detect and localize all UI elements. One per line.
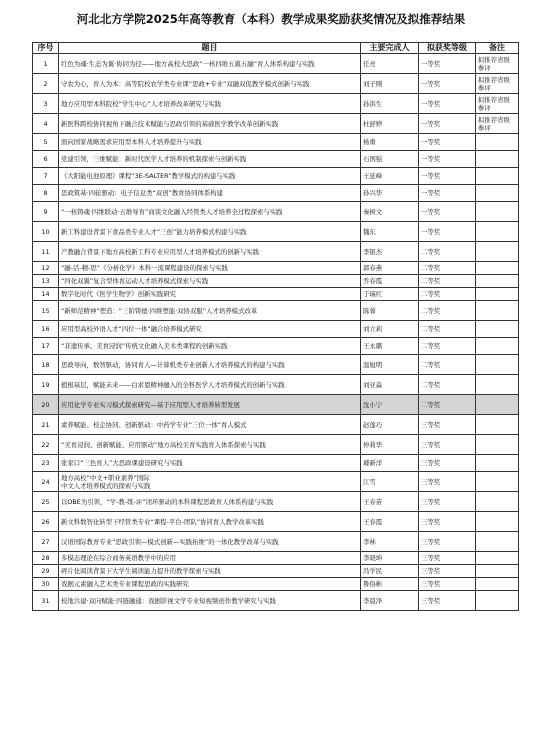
row-grade: 一等奖 — [419, 114, 476, 134]
row-grade: 三等奖 — [419, 552, 476, 565]
row-number: 31 — [33, 591, 59, 611]
row-person: 郭春燕 — [361, 262, 419, 275]
header-topic: 题目 — [59, 43, 361, 54]
row-person: 乔春霞 — [361, 275, 419, 288]
row-number: 22 — [33, 435, 59, 455]
table-row — [33, 288, 519, 301]
row-grade: 三等奖 — [419, 591, 476, 611]
table-row — [33, 435, 519, 455]
row-grade: 三等奖 — [419, 512, 476, 532]
table-row — [33, 134, 519, 151]
table-row — [33, 275, 519, 288]
row-grade: 二等奖 — [419, 301, 476, 321]
row-note — [476, 591, 519, 611]
row-note — [476, 185, 519, 202]
row-topic: 守农为心，育人为本：高等院校农学类专业课“思政+专业”双融双促教学模式创新与实践 — [59, 74, 361, 94]
row-number: 10 — [33, 222, 59, 242]
table-row — [33, 565, 519, 578]
row-note — [476, 435, 519, 455]
row-number: 21 — [33, 415, 59, 435]
table-row — [33, 375, 519, 395]
row-topic: “美育浸润、创新赋能、应用驱动”地方高校美育实践育人体系探索与实践 — [59, 435, 361, 455]
table-row — [33, 114, 519, 134]
row-grade: 一等奖 — [419, 222, 476, 242]
row-topic: 戏剧元素融入艺术类专业课程思政的实践研究 — [59, 578, 361, 591]
table-row — [33, 552, 519, 565]
row-number: 28 — [33, 552, 59, 565]
table-row — [33, 74, 519, 94]
row-number: 8 — [33, 185, 59, 202]
row-topic: 党建引领，三维赋能：新时代医学人才培养的机制探索与创新实践 — [59, 151, 361, 168]
row-note — [476, 222, 519, 242]
row-note — [476, 578, 519, 591]
row-note — [476, 532, 519, 552]
row-person: 李晓坤 — [361, 552, 419, 565]
row-note: 拟推荐省级参评 — [476, 54, 519, 74]
row-person: 温旭明 — [361, 355, 419, 375]
row-number: 30 — [33, 578, 59, 591]
row-note — [476, 512, 519, 532]
row-topic: “融-活-精-思”《分析化学》本科一流课程建设的探索与实践 — [59, 262, 361, 275]
row-note: 拟推荐省级参评 — [476, 114, 519, 134]
row-number: 5 — [33, 134, 59, 151]
row-grade: 三等奖 — [419, 532, 476, 552]
row-grade: 一等奖 — [419, 54, 476, 74]
table-header-row — [33, 43, 519, 54]
table-row — [33, 301, 519, 321]
row-topic: 面向国家战略需求应用型本科人才培养提升与实践 — [59, 134, 361, 151]
row-person: 魏东 — [361, 222, 419, 242]
row-topic: 新文科数智化转型下经管类专业“课程-平台-团队”协同育人教学改革实践 — [59, 512, 361, 532]
row-number: 24 — [33, 472, 59, 492]
row-number: 20 — [33, 395, 59, 415]
row-note — [476, 275, 519, 288]
row-number: 11 — [33, 242, 59, 262]
row-person: 秦树文 — [361, 202, 419, 222]
row-person: 冯学民 — [361, 565, 419, 578]
table-row — [33, 472, 519, 492]
row-topic: 产教融合背景下地方高校新工科专业应用型人才培养模式的创新与实践 — [59, 242, 361, 262]
row-topic: 汉语国际教育专业“思政引领—模式创新—实践拓维”的一体化教学改革与实践 — [59, 532, 361, 552]
row-grade: 一等奖 — [419, 168, 476, 185]
row-note — [476, 565, 519, 578]
table-row — [33, 185, 519, 202]
row-note — [476, 134, 519, 151]
row-grade: 二等奖 — [419, 338, 476, 355]
row-person: 李晨泽 — [361, 591, 419, 611]
table-row — [33, 54, 519, 74]
row-note — [476, 395, 519, 415]
row-person: 刘子刚 — [361, 74, 419, 94]
row-number: 23 — [33, 455, 59, 472]
row-topic: 碎片化阅读背景下大学生阅读能力提升的教学探索与实践 — [59, 565, 361, 578]
row-grade: 二等奖 — [419, 395, 476, 415]
row-number: 14 — [33, 288, 59, 301]
row-number: 3 — [33, 94, 59, 114]
row-note — [476, 262, 519, 275]
row-person: 王永璐 — [361, 338, 419, 355]
row-number: 1 — [33, 54, 59, 74]
row-person: 李林 — [361, 532, 419, 552]
table-row — [33, 202, 519, 222]
row-person: 王春苗 — [361, 492, 419, 512]
row-topic: 植根基层，赋能未来——白求恩精神融入的全科医学人才培养模式的创新与实践 — [59, 375, 361, 395]
header-note: 备注 — [476, 43, 519, 54]
row-topic: 以OBE为引领，“学-教-练-评”闭环驱动的本科课程思政育人体系构建与实践 — [59, 492, 361, 512]
row-grade: 二等奖 — [419, 242, 476, 262]
row-grade: 三等奖 — [419, 455, 476, 472]
row-number: 13 — [33, 275, 59, 288]
row-number: 7 — [33, 168, 59, 185]
row-note — [476, 375, 519, 395]
row-grade: 一等奖 — [419, 202, 476, 222]
row-number: 9 — [33, 202, 59, 222]
row-number: 4 — [33, 114, 59, 134]
row-topic: 思政导向，数智驱动，协同育人—计算机类专业创新人才培养模式的构建与实践 — [59, 355, 361, 375]
row-person: 于瑞红 — [361, 288, 419, 301]
row-grade: 三等奖 — [419, 578, 476, 591]
row-topic: 新医科跨校协同视角下融合技术赋能与思政引领的基础医学教学改革创新实践 — [59, 114, 361, 134]
row-topic: 多模态理论在综合商务英语教学中的应用 — [59, 552, 361, 565]
results-table — [32, 42, 519, 611]
row-number: 27 — [33, 532, 59, 552]
row-person: 仲莉华 — [361, 435, 419, 455]
row-note — [476, 355, 519, 375]
table-body — [33, 54, 519, 611]
table-row — [33, 415, 519, 435]
row-topic: 《大阳能电池原理》课程“3E-SALTER”教学模式的构建与实践 — [59, 168, 361, 185]
row-grade: 二等奖 — [419, 288, 476, 301]
row-note — [476, 242, 519, 262]
row-grade: 一等奖 — [419, 185, 476, 202]
row-grade: 三等奖 — [419, 435, 476, 455]
row-person: 江雪 — [361, 472, 419, 492]
table-row — [33, 591, 519, 611]
table-row — [33, 168, 519, 185]
row-topic: 红色为魂·生态为翼·协同为径——地方高校大思政“一核四维五翼五融”育人体系构建与实践 — [59, 54, 361, 74]
row-note — [476, 168, 519, 185]
table-row — [33, 532, 519, 552]
row-note: 拟推荐省级参评 — [476, 74, 519, 94]
header-person: 主要完成人 — [361, 43, 419, 54]
row-person: 鲁俗彬 — [361, 578, 419, 591]
table-row — [33, 338, 519, 355]
row-number: 19 — [33, 375, 59, 395]
row-note — [476, 288, 519, 301]
row-topic: “非遗传承、美育浸润”传统文化融入美术类课程的创新实践 — [59, 338, 361, 355]
header-grade: 拟获奖等级 — [419, 43, 476, 54]
row-number: 26 — [33, 512, 59, 532]
row-note — [476, 472, 519, 492]
row-grade: 二等奖 — [419, 355, 476, 375]
row-person: 沈小宁 — [361, 395, 419, 415]
row-note — [476, 492, 519, 512]
table-row — [33, 262, 519, 275]
table-row — [33, 94, 519, 114]
table-row — [33, 578, 519, 591]
row-person: 孙洪生 — [361, 94, 419, 114]
row-note — [476, 202, 519, 222]
header-no: 序号 — [33, 43, 59, 54]
row-note — [476, 455, 519, 472]
row-number: 18 — [33, 355, 59, 375]
row-topic: 数字化时代《医学生物学》创新实践研究 — [59, 288, 361, 301]
row-grade: 一等奖 — [419, 94, 476, 114]
row-topic: 思政筑基·四轮驱动：电子信息类“双创”教育协同体系构建 — [59, 185, 361, 202]
row-person: 杜舒婷 — [361, 114, 419, 134]
row-note — [476, 552, 519, 565]
document-title: 河北北方学院2025年高等教育（本科）教学成果奖励获奖情况及拟推荐结果 — [76, 12, 466, 26]
row-person: 李银杰 — [361, 242, 419, 262]
row-person: 杨重 — [361, 134, 419, 151]
row-topic: “新师范精神”塑造：“三阶铸德·四维塑能·双协双服”人才培养模式改革 — [59, 301, 361, 321]
row-note — [476, 415, 519, 435]
row-topic: 素养赋能、校企协同、创新驱动：中药学专业“三位一体”育人模式 — [59, 415, 361, 435]
table-row — [33, 222, 519, 242]
row-number: 6 — [33, 151, 59, 168]
row-grade: 三等奖 — [419, 472, 476, 492]
table-row — [33, 151, 519, 168]
row-topic: “四化双翼”复合型体育运动人才培养模式探索与实践 — [59, 275, 361, 288]
row-topic: 校地共建·双向赋能·四链融通：戏剧影视文学专业短视频创作教学研究与实践 — [59, 591, 361, 611]
row-topic: 地方应用型本科院校“学生中心”人才培养改革研究与实践 — [59, 94, 361, 114]
row-person: 王延峰 — [361, 168, 419, 185]
row-note — [476, 151, 519, 168]
table-row — [33, 355, 519, 375]
row-grade: 三等奖 — [419, 492, 476, 512]
row-topic: 新工科建设背景下食品类专业人才“三创”能力培养模式构建与实践 — [59, 222, 361, 242]
row-number: 15 — [33, 301, 59, 321]
row-grade: 三等奖 — [419, 415, 476, 435]
row-grade: 二等奖 — [419, 375, 476, 395]
row-grade: 二等奖 — [419, 275, 476, 288]
row-person: 陈蓉 — [361, 301, 419, 321]
row-person: 璩新洋 — [361, 455, 419, 472]
row-grade: 三等奖 — [419, 565, 476, 578]
row-topic: 应用型高校外语人才“四位一体”融合培养模式研究 — [59, 321, 361, 338]
row-number: 25 — [33, 492, 59, 512]
row-grade: 一等奖 — [419, 134, 476, 151]
row-grade: 一等奖 — [419, 151, 476, 168]
row-note — [476, 301, 519, 321]
row-grade: 二等奖 — [419, 262, 476, 275]
row-number: 17 — [33, 338, 59, 355]
table-row — [33, 395, 519, 415]
row-topic: 张家口“三色育人”大思政课建设研究与实践 — [59, 455, 361, 472]
row-person: 刘立莉 — [361, 321, 419, 338]
row-number: 16 — [33, 321, 59, 338]
row-grade: 一等奖 — [419, 74, 476, 94]
row-person: 刘亚淼 — [361, 375, 419, 395]
row-person: 王春霞 — [361, 512, 419, 532]
row-grade: 二等奖 — [419, 321, 476, 338]
row-person: 赵莲巧 — [361, 415, 419, 435]
row-number: 12 — [33, 262, 59, 275]
row-topic: “一核铸魂·四维联动·五维导育”商谈文化融入经管类人才培养全过程探索与实践 — [59, 202, 361, 222]
row-note — [476, 338, 519, 355]
row-person: 任亮 — [361, 54, 419, 74]
row-number: 29 — [33, 565, 59, 578]
table-row — [33, 492, 519, 512]
row-note — [476, 321, 519, 338]
row-number: 2 — [33, 74, 59, 94]
row-person: 孙兴华 — [361, 185, 419, 202]
table-row — [33, 512, 519, 532]
row-topic: 应用化学专业实习模式探索研究—基于应用型人才培养转型发展 — [59, 395, 361, 415]
row-topic: 地方高校“中文+职业素养”国际 中文人才培养模式的探索与实践 — [59, 472, 361, 492]
row-person: 石国强 — [361, 151, 419, 168]
table-row — [33, 321, 519, 338]
row-note: 拟推荐省级参评 — [476, 94, 519, 114]
table-row — [33, 455, 519, 472]
table-row — [33, 242, 519, 262]
